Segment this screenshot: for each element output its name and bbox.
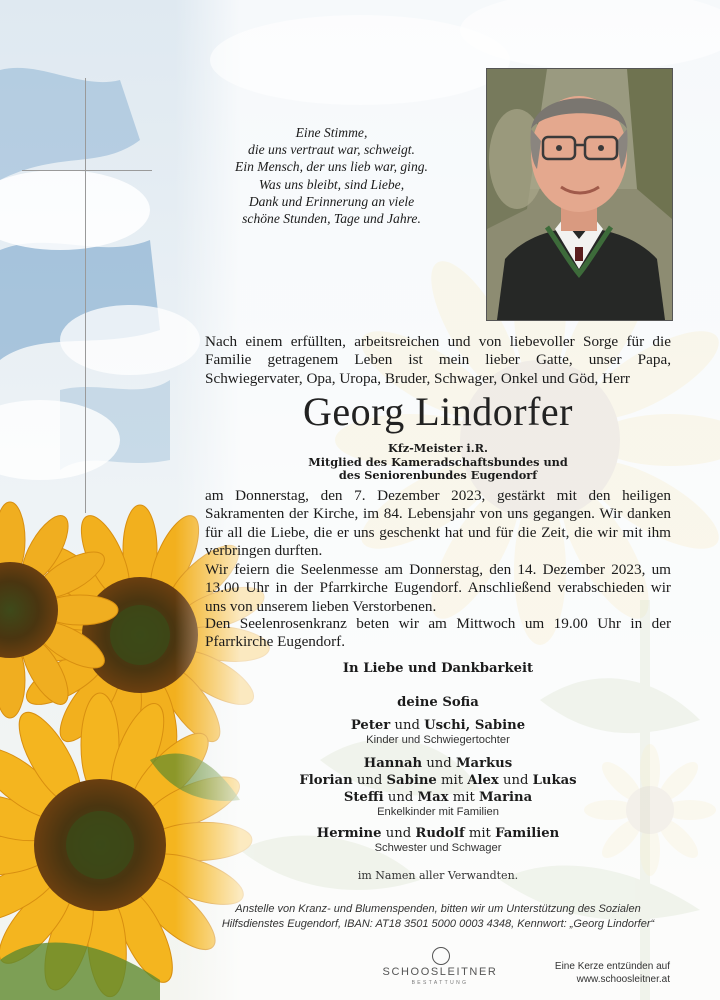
wife-text: deine Sofia — [397, 695, 479, 710]
funeral-home-logo: SCHOOSLEITNER — [382, 966, 498, 978]
family-name: Lukas — [532, 773, 577, 788]
family-name: Marina — [478, 790, 533, 805]
siblings-line — [205, 825, 671, 842]
wife — [205, 694, 671, 711]
all-relatives: im Namen aller Verwandten. — [357, 869, 519, 882]
family-name: Peter — [350, 718, 391, 733]
candle-text: Eine Kerze entzünden auf — [554, 961, 670, 972]
donation-note — [205, 902, 671, 932]
family-name: Hannah — [363, 756, 423, 771]
grandchildren-line-1 — [205, 755, 671, 772]
closing — [205, 660, 671, 677]
cross-vertical — [85, 78, 86, 513]
connector: mit — [468, 826, 491, 841]
poem-line: Was uns bleibt, sind Liebe, — [258, 176, 405, 192]
family-name: Familien — [495, 826, 560, 841]
connector: und — [356, 773, 383, 788]
family-name: Markus — [455, 756, 513, 771]
children-relation: Kinder und Schwiegertochter — [366, 734, 510, 746]
family-name: Steffi — [343, 790, 384, 805]
logo-subtitle: BESTATTUNG — [411, 980, 469, 986]
connector: und — [426, 756, 452, 771]
poem-line: schöne Stunden, Tage und Jahre. — [242, 211, 421, 227]
poem-line: Ein Mensch, der uns lieb war, ging. — [235, 159, 428, 175]
poem-line: Dank und Erinnerung an viele — [248, 193, 415, 209]
connector: und — [394, 718, 420, 733]
grandchildren-line-2 — [205, 772, 671, 789]
donation-line: Anstelle von Kranz- und Blumenspenden, bitten wir um Unterstützung des Sozialen — [235, 903, 641, 915]
family-name: Florian — [299, 773, 353, 788]
family-name: Hermine — [316, 826, 382, 841]
poem-line: Eine Stimme, — [295, 125, 368, 140]
cross-horizontal — [22, 170, 152, 171]
closing-text: In Liebe und Dankbarkeit — [342, 661, 534, 676]
title-line: Kfz-Meister i.R. — [388, 441, 488, 455]
title-line: des Seniorenbundes Eugendorf — [338, 468, 538, 482]
grandchildren-relation: Enkelkinder mit Familien — [377, 806, 499, 818]
children-line — [205, 717, 671, 734]
family-name: Max — [417, 790, 449, 805]
donation-line: Hilfsdienstes Eugendorf, IBAN: AT18 3501 5000 0003 4348, Kennwort: „Georg Lindorfer“ — [221, 918, 655, 930]
portrait-photo — [486, 68, 673, 321]
logo-icon — [432, 947, 450, 965]
siblings-relation: Schwester und Schwager — [374, 842, 502, 854]
title-line: Mitglied des Kameradschaftsbundes und — [308, 454, 568, 469]
grandchildren-line-3 — [205, 789, 671, 806]
connector: und — [387, 790, 414, 805]
candle-url[interactable]: www.schoosleitner.at — [576, 974, 670, 985]
connector: mit — [452, 790, 475, 805]
titles — [205, 442, 671, 483]
rosary-paragraph: Den Seelenrosenkranz beten wir am Mittwoch um 19.00 Uhr in der Pfarrkirche Eugendorf. — [205, 615, 671, 651]
intro-text: Nach einem erfüllten, arbeitsreichen und von liebevoller Sorge für die Familie getragenem Leben ist mein lieber Gatte, unser Papa, Schwiegervater, Opa, Uropa, Bruder, Schwager, Onkel und Göd, Herr — [205, 333, 671, 387]
candle-link[interactable] — [540, 960, 670, 986]
poem-line: die uns vertraut war, schweigt. — [248, 142, 415, 158]
connector: und — [385, 826, 412, 841]
family-name: Uschi, Sabine — [424, 718, 526, 733]
deceased-name: Georg Lindorfer — [303, 389, 573, 434]
connector: mit — [441, 773, 464, 788]
family-name: Sabine — [386, 773, 437, 788]
family-name: Alex — [467, 773, 499, 788]
death-paragraph: am Donnerstag, den 7. Dezember 2023, gestärkt mit den heiligen Sakramenten der Kirche, im 84. Lebensjahr von uns gegangen. Wir danken für all die Liebe, die er uns geschenkt hat und für die Zeit, die wir mit ihm verbringen durften. — [205, 487, 671, 559]
poem — [200, 124, 463, 227]
family-name: Rudolf — [415, 826, 465, 841]
connector: und — [502, 773, 529, 788]
mass-paragraph: Wir feiern die Seelenmesse am Donnerstag, den 14. Dezember 2023, um 13.00 Uhr in der Pfarrkirche Eugendorf. Anschließend verabschieden wir uns von unserem lieben Verstorbenen. — [205, 561, 671, 615]
